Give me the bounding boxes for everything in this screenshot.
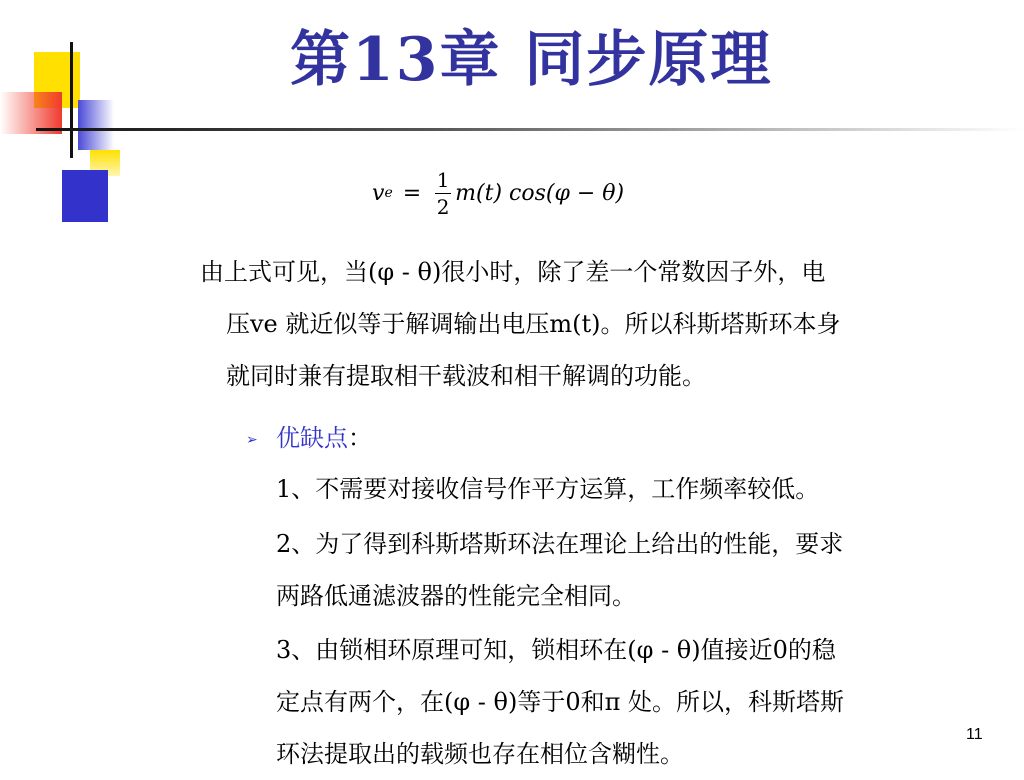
bullet-heading (276, 418, 372, 453)
decor-vertical-line (70, 42, 73, 158)
paragraph-line: 就同时兼有提取相干载波和相干解调的功能。 (226, 362, 706, 390)
paragraph-line: 压ve 就近似等于解调输出电压m(t)。所以科斯塔斯环本身 (226, 310, 841, 338)
slide-title (290, 25, 773, 95)
paragraph-line: 由上式可见，当(φ - θ)很小时，除了差一个常数因子外，电 (200, 258, 826, 286)
list-item (276, 463, 819, 515)
bullet-heading-label: 优缺点 (276, 424, 348, 452)
bullet-arrow-icon: ➢ (246, 432, 258, 448)
bullet-colon: ： (348, 424, 372, 452)
decor-blue-square (62, 170, 108, 222)
fraction-bar (435, 193, 451, 194)
title-underline (36, 128, 1024, 131)
formula-lhs: v (372, 180, 385, 206)
list-item-line: 2、为了得到科斯塔斯环法在理论上给出的性能，要求 (276, 530, 844, 558)
title-prefix: 第 (290, 25, 352, 95)
decor-blue-gradient (78, 100, 114, 150)
formula-fraction (435, 167, 451, 219)
list-item-line: 环法提取出的载频也存在相位含糊性。 (276, 740, 684, 768)
fraction-numerator: 1 (436, 167, 450, 192)
title-number: 13 (352, 25, 440, 95)
formula (372, 158, 624, 228)
page-number: 11 (966, 726, 983, 743)
list-item (276, 624, 844, 780)
list-item-line: 3、由锁相环原理可知，锁相环在(φ - θ)值接近0的稳 (276, 636, 836, 664)
body-paragraph (200, 246, 1010, 402)
formula-equals: = (402, 180, 422, 206)
list-item (276, 518, 843, 622)
fraction-denominator: 2 (436, 194, 450, 219)
list-item-line: 1、不需要对接收信号作平方运算，工作频率较低。 (276, 475, 820, 503)
list-item-line: 定点有两个，在(φ - θ)等于0和π 处。所以，科斯塔斯 (276, 688, 845, 716)
list-item-line: 两路低通滤波器的性能完全相同。 (276, 582, 636, 610)
formula-lhs-sub: e (384, 185, 393, 201)
formula-rhs: m(t) cos(φ − θ) (455, 180, 625, 206)
title-suffix: 章 同步原理 (439, 25, 773, 95)
